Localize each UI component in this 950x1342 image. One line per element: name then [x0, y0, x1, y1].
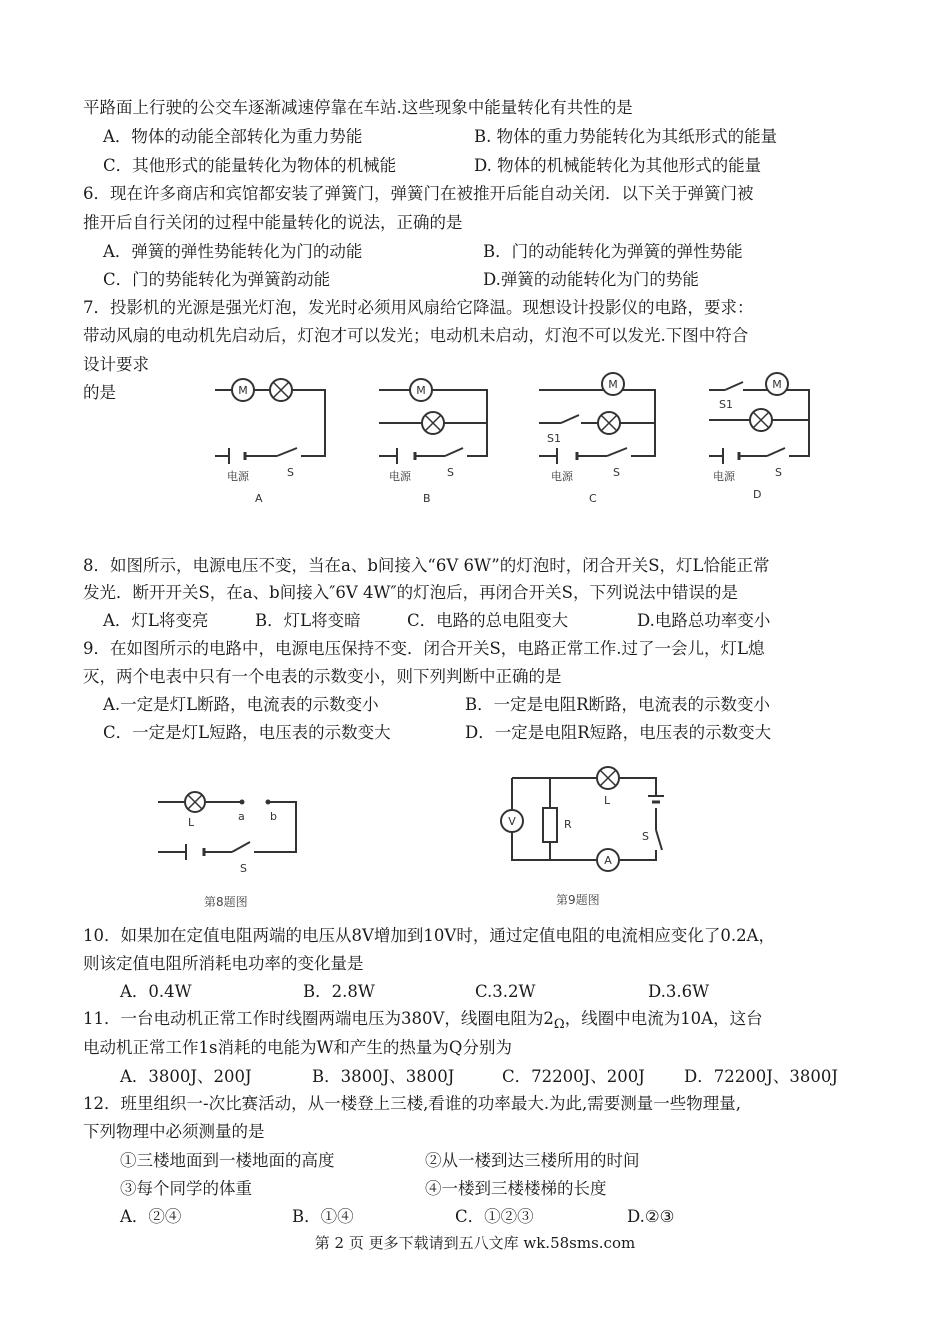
circuit-b-label: B — [423, 492, 431, 505]
circuit-a-label: A — [255, 492, 263, 505]
switch-label: S — [447, 466, 454, 479]
figure-9 — [490, 758, 690, 913]
q12-line-1: 12．班里组织一-次比赛活动，从一楼登上三楼,看谁的功率最大.为此,需要测量一些物理量, — [83, 1094, 742, 1113]
q9-option-d: D．一定是电阻R短路，电压表的示数变大 — [465, 723, 772, 742]
q8-line-2: 发光．断开开关S，在a、b间接入″6V 4W″的灯泡后，再闭合开关S，下列说法中错误的是 — [83, 583, 738, 602]
switch-icon — [767, 448, 785, 456]
terminal-b-label: b — [270, 810, 277, 823]
q6-option-c: C．门的势能转化为弹簧韵动能 — [103, 270, 331, 289]
q12-line-2: 下列物理中必须测量的是 — [83, 1122, 265, 1141]
source-label: 电源 — [389, 470, 411, 483]
q7-circuit-figures — [205, 368, 845, 508]
source-label: 电源 — [551, 470, 573, 483]
omega-symbol: Ω — [553, 1017, 565, 1032]
switch-icon — [607, 448, 627, 456]
q6-option-a: A．弹簧的弹性势能转化为门的动能 — [103, 242, 363, 261]
source-label: 电源 — [227, 470, 249, 483]
q5-option-d: D. 物体的机械能转化为其他形式的能量 — [474, 156, 762, 175]
figure-9-caption: 第9题图 — [556, 893, 600, 907]
q8-option-b: B．灯L将变暗 — [255, 611, 361, 630]
q12-item-2: ②从一楼到达三楼所用的时间 — [425, 1151, 640, 1170]
q7-line-3: 设计要求 — [83, 355, 149, 374]
q6-option-b: B．门的动能转化为弹簧的弹性势能 — [483, 242, 743, 261]
q10-line-1: 10．如果加在定值电阻两端的电压从8V增加到10V时，通过定值电阻的电流相应变化了0.2A， — [83, 926, 775, 945]
q10-option-d: D.3.6W — [648, 982, 710, 1001]
switch-label: S — [287, 466, 294, 479]
switch-icon — [445, 448, 463, 456]
q6-line-1: 6．现在许多商店和宾馆都安装了弹簧门，弹簧门在被推开后能自动关闭．以下关于弹簧门被 — [83, 184, 754, 203]
circuit-a — [215, 379, 325, 505]
q11-line-2: 电动机正常工作1s消耗的电能为W和产生的热量为Q分别为 — [83, 1038, 512, 1057]
circuit-d-label: D — [753, 488, 762, 501]
voltmeter-label: V — [508, 815, 516, 828]
q12-item-3: ③每个同学的体重 — [120, 1179, 252, 1198]
q8-option-c: C．电路的总电阻变大 — [407, 611, 569, 630]
figure-8 — [150, 782, 320, 912]
q12-item-1: ①三楼地面到一楼地面的高度 — [120, 1151, 335, 1170]
q6-option-d: D.弹簧的动能转化为门的势能 — [483, 270, 699, 289]
resistor-label: R — [564, 818, 572, 831]
figure-8-caption: 第8题图 — [204, 895, 248, 909]
q12-option-a: A．②④ — [120, 1207, 182, 1226]
motor-label: M — [416, 384, 426, 397]
q11-line-1-start: 11．一台电动机正常工作时线圈两端电压为380V，线圈电阻为2 — [83, 1009, 554, 1028]
circuit-c — [539, 373, 655, 505]
q5-option-c: C．其他形式的能量转化为物体的机械能 — [103, 156, 397, 175]
resistor-icon — [543, 808, 557, 842]
q10-option-a: A．0.4W — [120, 982, 192, 1001]
terminal-b — [266, 800, 271, 805]
q9-line-2: 灭，两个电表中只有一个电表的示数变小，则下列判断中正确的是 — [83, 667, 562, 686]
q10-option-b: B．2.8W — [303, 982, 375, 1001]
motor-label: M — [772, 378, 782, 391]
q11-line-1 — [83, 1008, 763, 1032]
q8-option-d: D.电路总功率变小 — [637, 611, 771, 630]
terminal-a-label: a — [238, 810, 245, 823]
q8-option-a: A．灯L将变亮 — [103, 611, 209, 630]
q9-option-b: B．一定是电阻R断路，电流表的示数变小 — [465, 695, 771, 714]
q6-line-2: 推开后自行关闭的过程中能量转化的说法，正确的是 — [83, 213, 463, 232]
switch-icon — [656, 830, 662, 850]
switch1-icon — [725, 382, 743, 390]
q9-option-a: A.一定是灯L断路，电流表的示数变小 — [103, 695, 379, 714]
motor-label: M — [238, 384, 248, 397]
q12-option-c: C．①②③ — [455, 1207, 534, 1226]
q11-option-c: C．72200J、200J — [502, 1067, 645, 1086]
lamp-label: L — [188, 816, 195, 829]
q9-option-c: C．一定是灯L短路，电压表的示数变大 — [103, 723, 391, 742]
ammeter-label: A — [604, 854, 612, 867]
q9-line-1: 9．在如图所示的电路中，电源电压保持不变．闭合开关S，电路正常工作.过了一会儿，灯L熄 — [83, 639, 765, 658]
q12-item-4: ④一楼到三楼楼梯的长度 — [425, 1179, 607, 1198]
circuit-b — [379, 379, 487, 505]
terminal-a — [240, 800, 245, 805]
q10-option-c: C.3.2W — [475, 982, 536, 1001]
q11-line-1-end: ，线圈中电流为10A，这台 — [564, 1009, 763, 1028]
switch1-label: S1 — [547, 432, 561, 445]
q10-line-2: 则该定值电阻所消耗电功率的变化量是 — [83, 954, 364, 973]
switch-label: S — [775, 466, 782, 479]
q11-option-d: D．72200J、3800J — [684, 1067, 838, 1086]
page-footer: 第 2 页 更多下载请到五八文库 wk.58sms.com — [314, 1234, 636, 1252]
circuit-c-label: C — [589, 492, 597, 505]
switch1-label: S1 — [719, 398, 733, 411]
q12-option-d: D.②③ — [627, 1207, 675, 1226]
circuit-d — [709, 373, 809, 501]
source-label: 电源 — [713, 470, 735, 483]
lamp-label: L — [604, 794, 611, 807]
switch-label: S — [240, 862, 247, 875]
q7-line-1: 7．投影机的光源是强光灯泡，发光时必须用风扇给它降温。现想设计投影仪的电路，要求： — [83, 298, 754, 317]
switch-label: S — [613, 466, 620, 479]
switch-icon — [232, 842, 250, 852]
q8-line-1: 8．如图所示，电源电压不变，当在a、b间接入“6V 6W”的灯泡时，闭合开关S，灯L恰能正常 — [83, 556, 770, 575]
switch-icon — [277, 448, 297, 456]
q7-line-2: 带动风扇的电动机先启动后，灯泡才可以发光；电动机未启动，灯泡不可以发光.下图中符合 — [83, 326, 749, 345]
q12-option-b: B．①④ — [292, 1207, 354, 1226]
q5-option-b: B. 物体的重力势能转化为其纸形式的能量 — [474, 127, 778, 146]
q5-text: 平路面上行驶的公交车逐渐减速停靠在车站.这些现象中能量转化有共性的是 — [83, 98, 633, 117]
q7-line-4: 的是 — [83, 383, 116, 402]
q11-option-a: A．3800J、200J — [120, 1067, 252, 1086]
switch-label: S — [642, 830, 649, 843]
motor-label: M — [608, 378, 618, 391]
switch1-icon — [561, 415, 579, 423]
q11-option-b: B．3800J、3800J — [312, 1067, 455, 1086]
q5-option-a: A．物体的动能全部转化为重力势能 — [103, 127, 363, 146]
